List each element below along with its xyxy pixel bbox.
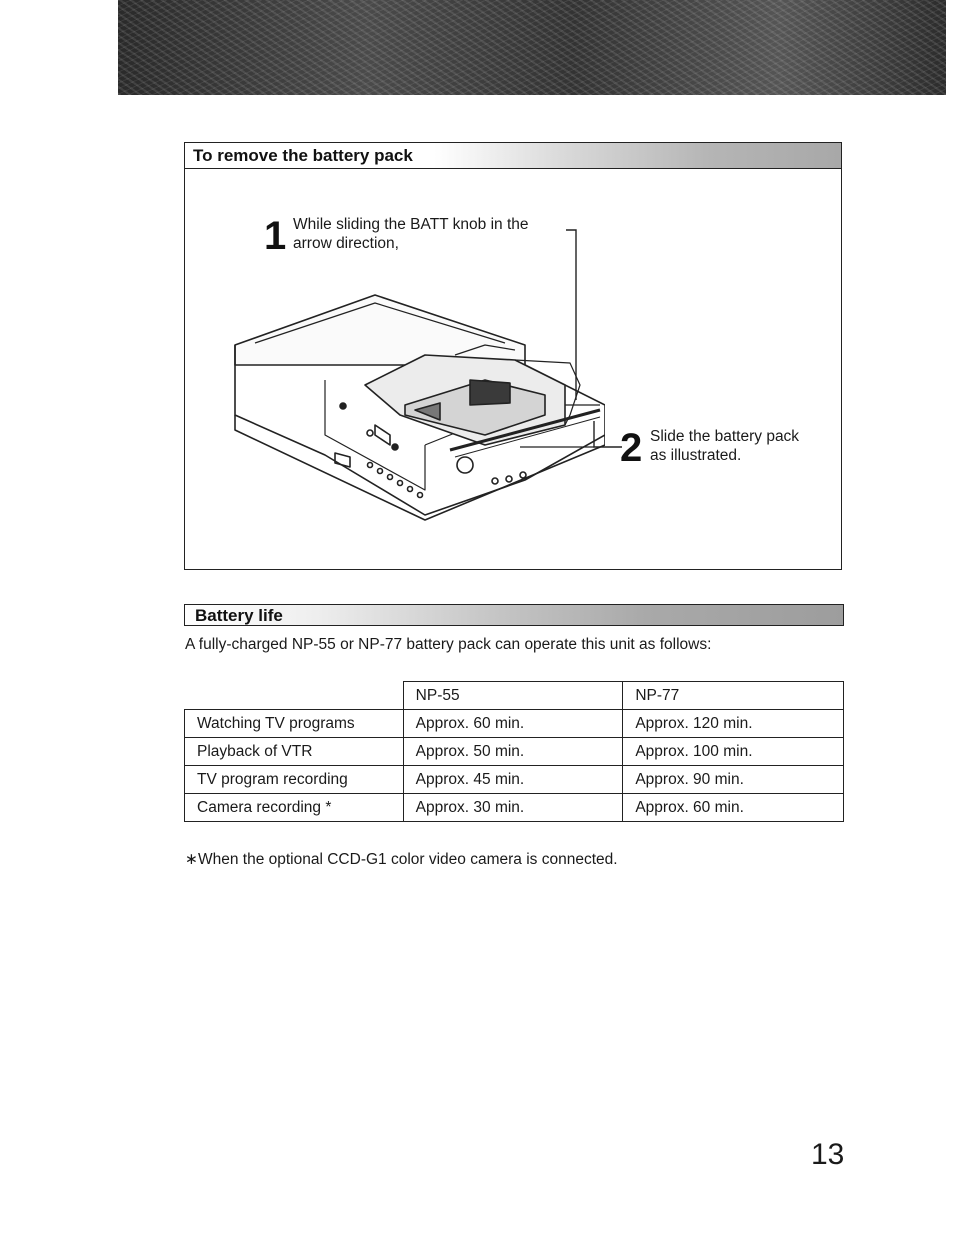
table-cell: Approx. 120 min.: [623, 710, 844, 738]
table-row: [185, 738, 844, 766]
step-1-line-1: While sliding the BATT knob in the: [293, 216, 529, 233]
battery-life-table: [184, 681, 844, 822]
table-row: [185, 794, 844, 822]
step-2-line-2: as illustrated.: [650, 447, 742, 464]
table-cell: Approx. 45 min.: [403, 766, 623, 794]
table-header-cell: NP-55: [403, 682, 623, 710]
table-header-cell: NP-77: [623, 682, 844, 710]
table-cell: TV program recording: [185, 766, 404, 794]
table-header-row: [185, 682, 844, 710]
video-unit-illustration: [225, 285, 605, 525]
table-cell: Approx. 60 min.: [623, 794, 844, 822]
step-1-line-2: arrow direction,: [293, 235, 399, 252]
table-cell: Camera recording *: [185, 794, 404, 822]
table-cell: Approx. 100 min.: [623, 738, 844, 766]
section-title: To remove the battery pack: [193, 146, 413, 165]
table-header-cell: [185, 682, 404, 710]
table-cell: Approx. 60 min.: [403, 710, 623, 738]
battery-life-intro: A fully-charged NP-55 or NP-77 battery pack can operate this unit as follows:: [185, 636, 712, 653]
table-cell: Approx. 90 min.: [623, 766, 844, 794]
table-cell: Playback of VTR: [185, 738, 404, 766]
battery-life-header: [184, 604, 844, 626]
table-row: [185, 710, 844, 738]
battery-life-title: Battery life: [195, 606, 283, 625]
step-2-line-1: Slide the battery pack: [650, 428, 800, 445]
page-number: 13: [811, 1138, 845, 1171]
table-row: [185, 766, 844, 794]
table-cell: Approx. 30 min.: [403, 794, 623, 822]
step-2-number: 2: [620, 426, 643, 470]
step-1-number: 1: [264, 214, 287, 258]
table-cell: Watching TV programs: [185, 710, 404, 738]
footnote: ∗When the optional CCD-G1 color video camera is connected.: [185, 851, 618, 868]
table-cell: Approx. 50 min.: [403, 738, 623, 766]
